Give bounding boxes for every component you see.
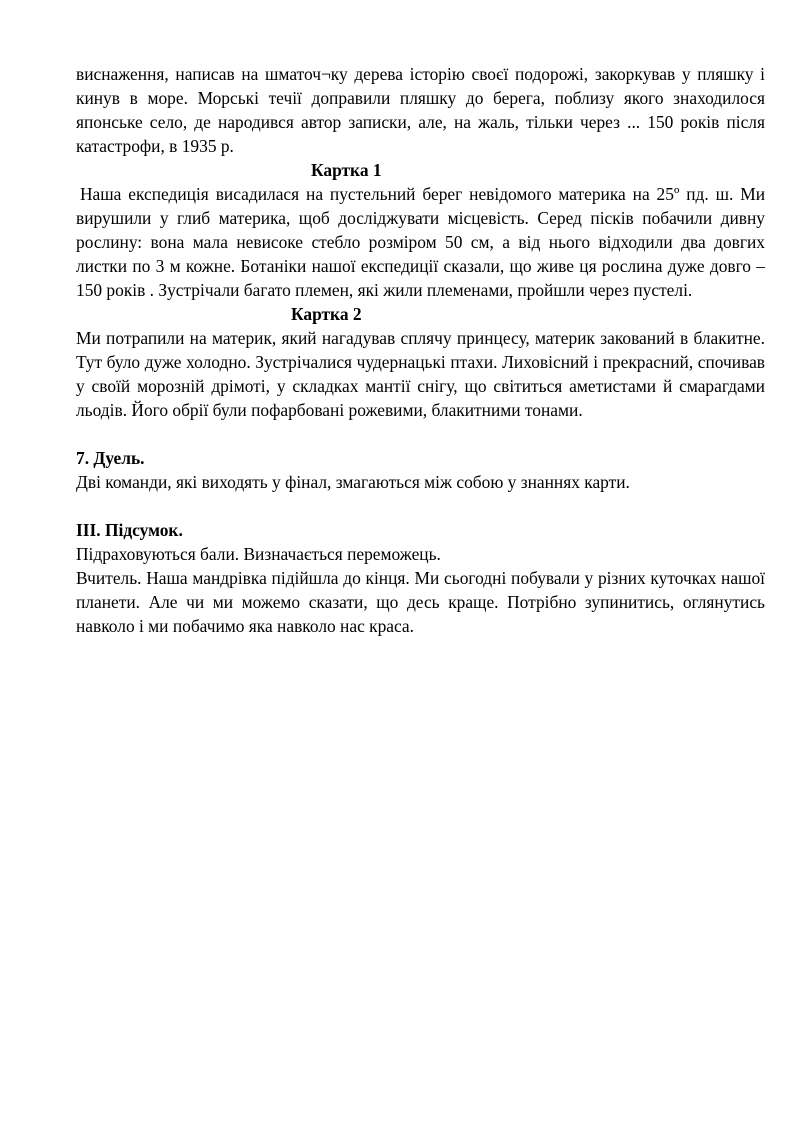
spacer	[76, 422, 765, 446]
document-page	[76, 62, 765, 638]
duel-heading: 7. Дуель.	[76, 448, 145, 468]
duel-text: Дві команди, які виходять у фінал, змагаються між собою у знаннях карти.	[76, 472, 630, 492]
spacer	[76, 494, 765, 518]
card-2-title: Картка 2	[291, 304, 362, 324]
summary-heading: ІІІ. Підсумок.	[76, 520, 183, 540]
summary-line-1: Підраховуються бали. Визначається переможець.	[76, 544, 441, 564]
summary-line-2: Вчитель. Наша мандрівка підійшла до кінця. Ми сьогодні побували у різних куточках нашої планети. Але чи ми можемо сказати, що десь краще. Потрібно зупинитись, оглянутись навколо і ми побачимо яка навколо нас краса.	[76, 568, 765, 636]
card-1-text: Наша експедиція висадилася на пустельний берег невідомого материка на 25º пд. ш. Ми вирушили у глиб материка, щоб досліджувати місцевість. Серед пісків побачили дивну рослину: вона мала невисоке стебло розміром 50 см, а від нього відходили два довгих листки по 3 м кожне. Ботаніки нашої експедиції сказали, що живе ця рослина дуже довго – 150 років . Зустрічали багато племен, які жили племенами, пройшли через пустелі.	[76, 184, 765, 300]
card-1-title: Картка 1	[311, 160, 382, 180]
intro-paragraph: виснаження, написав на шматоч¬ку дерева історію своєї подорожі, закоркував у пляшку і кинув в море. Морські течії доправили пляшку до берега, поблизу якого знаходилося японське село, де народився автор записки, але, на жаль, тільки через ... 150 років після катастрофи, в 1935 р.	[76, 64, 765, 156]
card-2-text: Ми потрапили на материк, який нагадував сплячу принцесу, материк закований в блакитне. Тут було дуже холодно. Зустрічалися чудернацькі птахи. Лиховісний і прекрасний, спочивав у своїй морозній дрімоті, у складках мантії снігу, що світиться аметистами й смарагдами льодів. Його обрії були пофарбовані рожевими, блакитними тонами.	[76, 328, 765, 420]
